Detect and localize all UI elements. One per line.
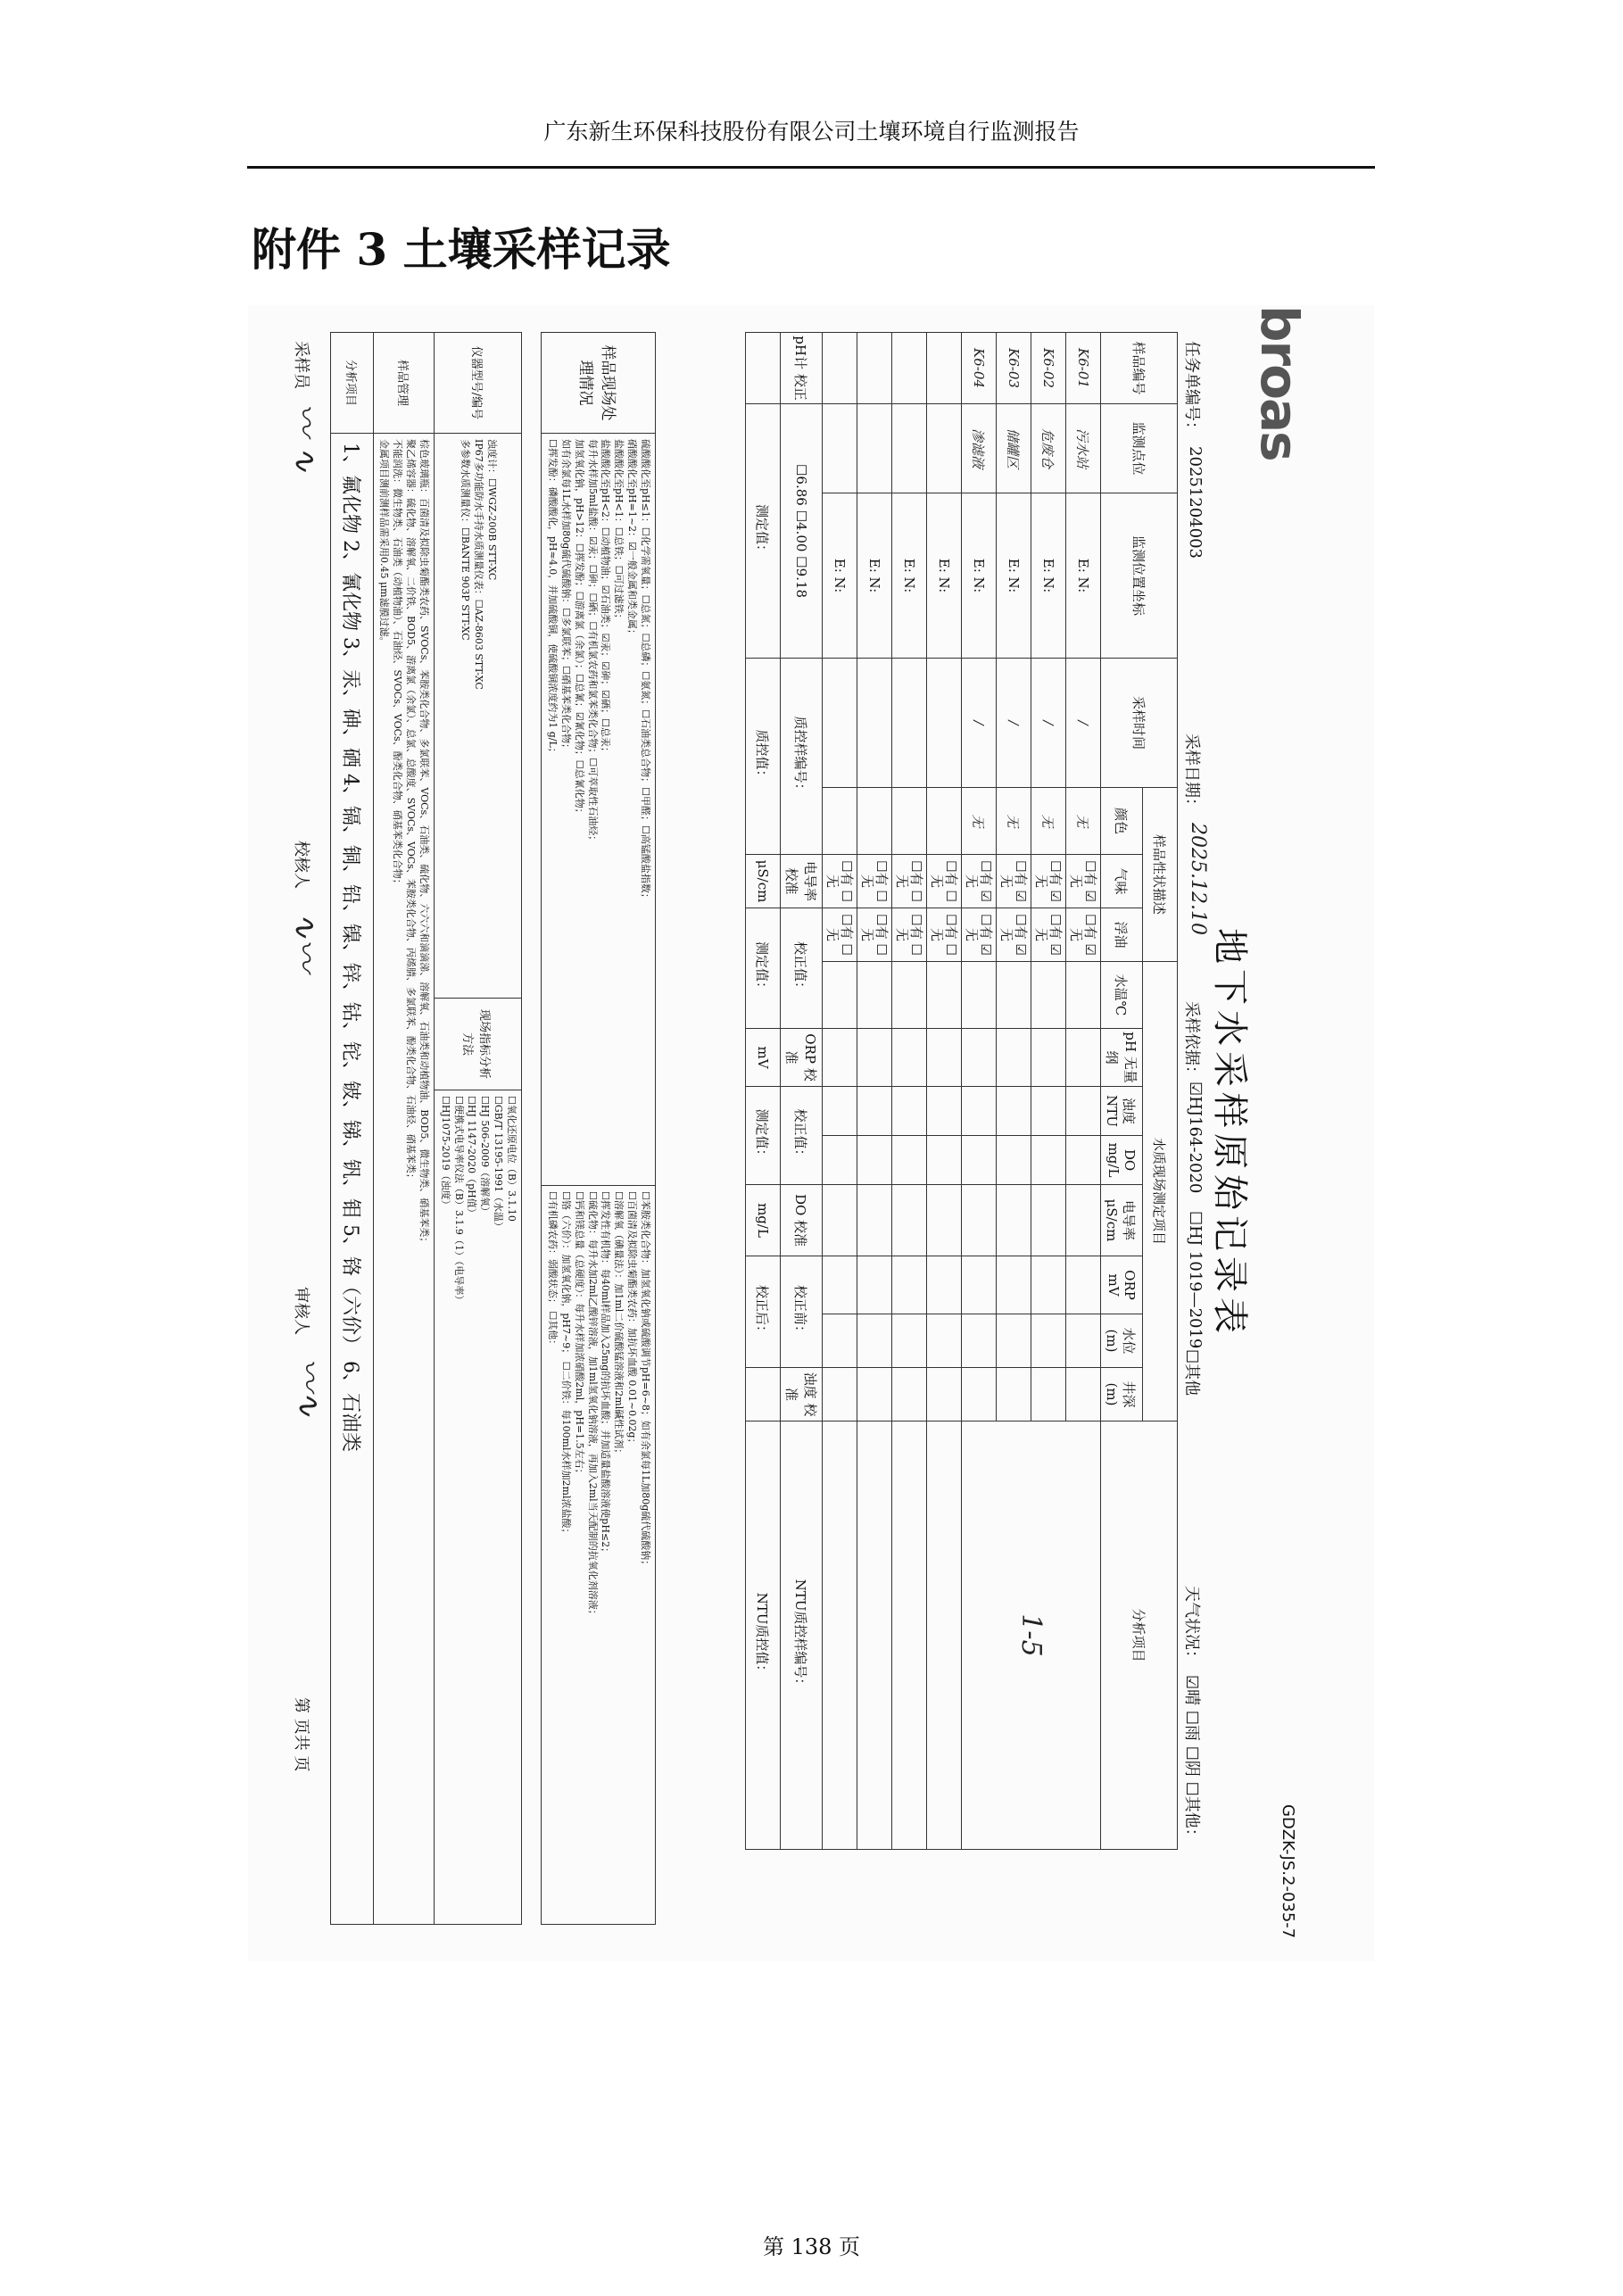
treat-line: 硫酸酸化至pH≤1：☐化学需氧量；☐总氮；☐总磷；☐氨氮；☐石油类总合物；☐甲醛；☐高锰酸盐指数； (640, 439, 651, 903)
instr-line: 多参数水质测量仪：☐BANTE 903P STT-XC (460, 439, 472, 641)
sample-coord: E: N: (857, 493, 892, 659)
sample-color (892, 788, 927, 855)
mgmt-line: 聚乙烯容器：硫化物、溶解氧、二价铁、BOD5、游离氯（余氯）、总氯、总酸度、SVOCs、VOCs、苯胺类化合物、丙烯腈、多氯联苯、酚类化合物、石油烃、硝基苯类； (405, 439, 418, 1183)
form-code: GDZK-JS.2-035-7 (1279, 1804, 1297, 1939)
qc-value: 质控值： (746, 659, 781, 855)
table-row (857, 333, 892, 1850)
sample-coord: E: N: (997, 493, 1031, 659)
form-title: 地下水采样原始记录表 (1209, 928, 1250, 1339)
sample-coord: E: N: (823, 493, 857, 659)
date-label: 采样日期： (1182, 734, 1201, 814)
sample-smell: ☐有 ☐无 (927, 855, 962, 908)
ph-calib-options: ☐6.86 ☐4.00 ☐9.18 (781, 404, 823, 659)
instr-line: 浊度计：☐WGZ-200B STT-XC (485, 439, 498, 581)
sampler-signature: 〰 ∿ (286, 403, 323, 473)
sample-smell: ☐有 ☑无 (1066, 855, 1101, 908)
sample-smell: ☐有 ☐无 (857, 855, 892, 908)
do-unit: mg/L (746, 1185, 781, 1256)
sample-smell: ☐有 ☑无 (997, 855, 1031, 908)
table-row (823, 333, 857, 1850)
do-calib-label: DO 校准 (781, 1185, 823, 1256)
basis-opt1: ☑HJ164-2020 (1186, 1082, 1205, 1194)
sample-smell: ☐有 ☐无 (892, 855, 927, 908)
reviewer-signature: 〰∿ (290, 1358, 327, 1418)
sample-point (892, 404, 927, 493)
method-line: ☐HJ 1147-2020（pH值） (466, 1096, 478, 1218)
basis-opt2: ☐HJ 1019—2019 (1186, 1211, 1205, 1349)
sample-time (857, 659, 892, 788)
hdr-analysis: 分析项目 (1101, 1422, 1178, 1850)
do-after: 校正后： (746, 1256, 781, 1368)
table-row (927, 333, 962, 1850)
treat-line: ☐钙和镁总量（总硬度）：每升水样加浓硝酸2ml，pH=1.5左右； (573, 1191, 585, 1479)
ntu-qc-no: NTU质控样编号： (781, 1422, 823, 1850)
sample-no: K6-01 (1066, 333, 1101, 404)
hdr-level: 水位 (m) (1101, 1314, 1143, 1368)
cond-calib-label: 电导率 校准 (781, 855, 823, 908)
sample-time (927, 659, 962, 788)
sample-no: K6-03 (997, 333, 1031, 404)
hdr-cond: 电导率 μS/cm (1101, 1185, 1143, 1256)
sample-time (823, 659, 857, 788)
sample-no (857, 333, 892, 404)
hdr-do: DO mg/L (1101, 1136, 1143, 1185)
orp-measured: 测定值： (746, 1087, 781, 1185)
method-label: 现场指标分析方法 (434, 999, 521, 1090)
hdr-sample-no: 样品编号 (1101, 333, 1178, 404)
sampler-label: 采样员 (292, 341, 311, 389)
ph-measured: 测定值： (746, 404, 781, 659)
analysis-label: 分析项目 (330, 333, 373, 434)
hdr-turb: 浊度 NTU (1101, 1087, 1143, 1136)
orp-cal-value: 校正值： (781, 1087, 823, 1185)
section-title: 附件 3 土壤采样记录 (252, 223, 671, 276)
sample-coord: E: N: (962, 493, 997, 659)
sample-no: K6-02 (1031, 333, 1066, 404)
sample-color: 无 (1031, 788, 1066, 855)
instr-label: 仪器型号/编号 (434, 333, 521, 434)
hdr-orp: ORP mV (1101, 1256, 1143, 1314)
method-line: ☐GB/T 13195-1991（水温） (493, 1096, 505, 1231)
sample-point: 储罐区 (997, 404, 1031, 493)
hdr-field: 水质现场测定项目 (1143, 962, 1178, 1422)
sample-no (927, 333, 962, 404)
mgmt-label: 样品管理 (373, 333, 434, 434)
calibration-row (746, 333, 781, 1850)
treat-line: 加氢氧化钠，pH>12：☐挥发酚；☐游离氯（余氯）；☐总氰；☑氰化物；☐总氰化物； (573, 439, 585, 818)
task-label: 任务单编号： (1182, 341, 1201, 437)
hdr-point: 监测点位 (1101, 404, 1178, 493)
hdr-coord: 监测位置坐标 (1101, 493, 1178, 659)
method-line: ☐便携式电导率仪法（B）3.1.9（1）（电导率） (452, 1096, 465, 1305)
mgmt-line: 不能润洗：微生物类、石油类（动植物油）、石油烃、SVOCs、VOCs、酚类化合物、硝基苯类化合物； (392, 439, 404, 889)
sample-no (823, 333, 857, 404)
header-rule (247, 166, 1375, 169)
sample-coord: E: N: (892, 493, 927, 659)
treat-line: ☐铬（六价）：加氢氧化钠，pH7~9； ☐二价铁：每100ml水样加2ml浓盐酸； (559, 1191, 572, 1538)
table-row (892, 333, 927, 1850)
treat-line: 盐酸酸化至pH<1：☐总铁；☐可过滤铁； (613, 439, 625, 624)
report-header: 广东新生环保科技股份有限公司土壤环境自行监测报告 (543, 119, 1080, 145)
mgmt-line: 棕色玻璃瓶：百菌清及拟除虫菊酯类农药、SVOCs、苯胺类化合物、多氯联苯、VOCs、石油类、硫化物、六六六和滴滴涕、溶解氧、石油类和动植物油、BOD5、微生物类、硝基苯类； (418, 439, 430, 1247)
treat-line: ☐硫化物：每升水加2ml乙酸锌溶液，加1ml氢氧化钠溶液，再加入2ml当天配制的抗氧化剂溶液； (586, 1191, 599, 1620)
turb-calib-label: 浊度 校准 (781, 1368, 823, 1422)
date-value: 2025.12.10 (1187, 823, 1209, 935)
sample-point (857, 404, 892, 493)
treat-line: 如有余氯每1L水样加80g硫代硫酸钠：☐多氯联苯；☐硝基苯类化合物； (559, 439, 572, 754)
treat-line: 硝酸酸化至pH=1~2：☑一般金属和类金属； (626, 439, 639, 639)
reviewer-label: 审核人 (292, 1287, 311, 1335)
hdr-color: 颜色 (1101, 788, 1143, 855)
sample-oil: ☐有 ☐无 (892, 908, 927, 962)
hdr-temp: 水温℃ (1101, 962, 1143, 1029)
sample-coord: E: N: (1066, 493, 1101, 659)
analysis-mark: 1-5 (962, 1422, 1101, 1850)
method-line: ☐HJ 506-2009（溶解氧） (479, 1096, 492, 1217)
checker-label: 校核人 (292, 841, 311, 889)
qc-sample-no: 质控样编号： (781, 659, 823, 855)
sample-color (927, 788, 962, 855)
hdr-oil: 浮油 (1101, 908, 1143, 962)
cond-unit: μS/cm (746, 855, 781, 908)
sample-table (745, 332, 1178, 1850)
sample-time: / (962, 659, 997, 788)
sample-point (927, 404, 962, 493)
ph-calib-label: pH计 校正 (781, 333, 823, 404)
sample-smell: ☐有 ☑无 (962, 855, 997, 908)
sample-time (892, 659, 927, 788)
analysis-items: 1、氟化物 2、氰化物 3、汞、砷、硒 4、镉、铜、铅、镍、锌、钴、铊、铍、锑、钒、钼 5、铬（六价） 6、石油类 (330, 434, 373, 1925)
treat-label: 样品现场处理情况 (542, 333, 656, 434)
treat-line: ☐有机磷农药：弱酸状态； ☐其他： (547, 1191, 559, 1350)
sample-coord: E: N: (1031, 493, 1066, 659)
sample-no: K6-04 (962, 333, 997, 404)
sample-time: / (1066, 659, 1101, 788)
hdr-smell: 气味 (1101, 855, 1143, 908)
sample-point: 污水站 (1066, 404, 1101, 493)
ntu-qc-value: NTU质控值： (746, 1422, 781, 1850)
sample-no (892, 333, 927, 404)
sample-oil: ☐有 ☑无 (997, 908, 1031, 962)
treat-line: 盐酸酸化至pH<2：☐动植物油；☑石油类；☑汞；☑砷；☑硒；☐总汞； (600, 439, 612, 758)
method-line: ☐HJ1075-2019（浊度） (439, 1096, 451, 1210)
sample-color (823, 788, 857, 855)
treat-line: ☐挥发性有机物：每40ml样品加入25mg的抗坏血酸；并加适量盐酸溶液使pH≤2； (600, 1191, 612, 1558)
do-before: 校正前： (781, 1256, 823, 1368)
brand-logo: broas (1249, 305, 1310, 460)
weather-options: ☑晴 ☐雨 ☐阴 ☐其他： (1182, 1675, 1201, 1844)
orp-calib-label: ORP 校准 (781, 1029, 823, 1087)
basis-opt3: ☐其他 (1182, 1349, 1201, 1397)
sample-oil: ☐有 ☐无 (857, 908, 892, 962)
hdr-time: 采样时间 (1101, 659, 1178, 788)
sample-oil: ☐有 ☑无 (962, 908, 997, 962)
sample-color: 无 (997, 788, 1031, 855)
hdr-ph: pH 无量纲 (1101, 1029, 1143, 1087)
treat-line: ☐溶解氧（碘量法）：加1ml二价硫酸锰溶液和2ml碱性试剂； (613, 1191, 625, 1459)
sample-oil: ☐有 ☐无 (927, 908, 962, 962)
treat-line: ☐挥发酚：磷酸酸化，pH≈4.0，并加硫酸铜，使硫酸铜浓度约为1 g/L； (547, 439, 559, 758)
sample-time: / (997, 659, 1031, 788)
treat-line: ☐苯胺类化合物：加氢氧化钠或硫酸调节pH=6~8；如有余氯每1L加80g硫代硫酸钠； (640, 1191, 651, 1571)
table-row (1066, 333, 1101, 1850)
sample-oil: ☐有 ☑无 (1031, 908, 1066, 962)
sample-oil: ☐有 ☑无 (1066, 908, 1101, 962)
cond-cal-value: 校正值： (781, 908, 823, 1029)
sample-color (857, 788, 892, 855)
instr-line: IP67多功能防水手持水质测量仪表：☐AZ-8603 STT-XC (472, 439, 484, 690)
sample-smell: ☐有 ☐无 (823, 855, 857, 908)
treat-line: 每升水样加5ml盐酸：☑汞；☐砷；☐硒；☐有机氯农药和氯苯类化合物；☐可萃取性石油烃； (586, 439, 599, 846)
sample-time: / (1031, 659, 1066, 788)
sample-smell: ☐有 ☑无 (1031, 855, 1066, 908)
sample-color: 无 (1066, 788, 1101, 855)
page-count: 第 页共 页 (292, 1697, 311, 1772)
instrument-table (330, 332, 522, 1925)
calibration-row (781, 333, 823, 1850)
rotated-form (248, 305, 1374, 1961)
sample-point (823, 404, 857, 493)
checker-signature: ∿〰 (286, 912, 323, 972)
sample-color: 无 (962, 788, 997, 855)
page-number: 第 138 页 (762, 2234, 861, 2259)
weather-label: 天气状况： (1182, 1586, 1201, 1666)
mgmt-line: 金属项目测前测样品需采用0.45 μm滤膜过滤。 (378, 439, 391, 647)
hdr-trait: 样品性状描述 (1143, 788, 1178, 962)
sample-point: 渗滤液 (962, 404, 997, 493)
treatment-table (541, 332, 656, 1925)
task-no: 20251204003 (1186, 446, 1205, 559)
basis-label: 采样依据： (1182, 1001, 1201, 1082)
hdr-depth: 井深 (m) (1101, 1368, 1143, 1422)
sample-point: 危废仓 (1031, 404, 1066, 493)
treat-line: ☐百菌清及拟除虫菊酯类农药：加抗坏血酸 0.01~0.02g； (626, 1191, 639, 1448)
sample-oil: ☐有 ☐无 (823, 908, 857, 962)
orp-unit: mV (746, 1029, 781, 1087)
sample-coord: E: N: (927, 493, 962, 659)
cond-measured: 测定值： (746, 908, 781, 1029)
method-line: ☐氧化还原电位（B）3.1.10 (506, 1096, 518, 1222)
